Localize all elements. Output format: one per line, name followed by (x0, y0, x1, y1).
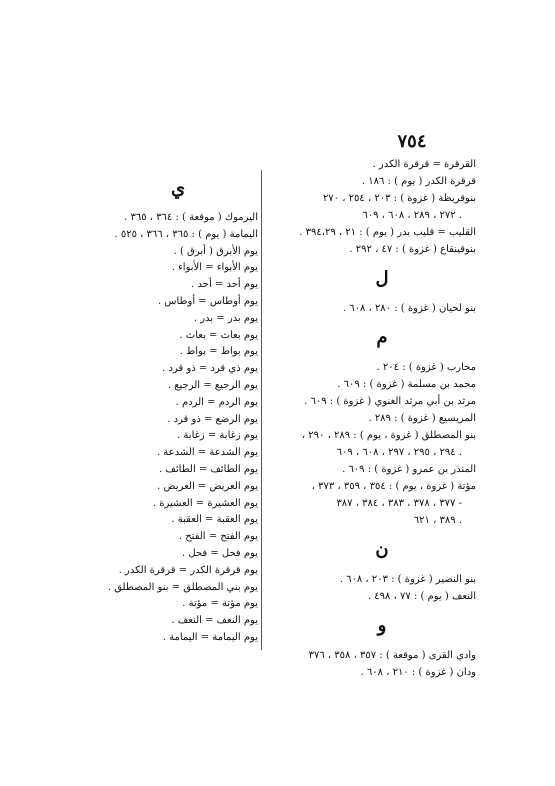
index-entry: بنوقينقاع ( غزوة ) : ٤٧ ، ٢٩٢ . (349, 244, 476, 255)
index-entry: يوم النعف = النعف . (171, 615, 258, 627)
index-entry: يوم بعاث = بعاث . (179, 329, 258, 341)
index-entry-continuation: ٢٧٢ ، ٢٨٩ ، ٦٠٨ ، ٦٠٩ . (362, 210, 462, 221)
index-entry: بنوقريظة ( غزوة ) : ٢٠٣ ، ٢٥٤ ، ٢٧٠ (322, 193, 476, 204)
index-entry-continuation: ٢٩٤ ، ٢٩٥ ، ٢٩٧ ، ٦٠٨ ، ٦٠٩ . (336, 447, 462, 458)
index-entry: يوم بواط = بواط . (179, 346, 258, 358)
index-entry: مؤتة ( غزوة ، يوم ) : ٣٥٤ ، ٣٥٩ ، ٣٧٣ ، (311, 481, 476, 492)
index-entry: يوم العريض = العريض . (157, 480, 258, 492)
index-entry: يوم الشدعة = الشدعة . (156, 447, 258, 459)
index-entry: يوم الفتح = الفتح . (178, 531, 258, 543)
index-entry: بنو لحيان ( غزوة ) : ٢٨٠ ، ٦٠٨ . (342, 303, 476, 314)
section-nun (288, 535, 476, 605)
index-entry: المنذر بن عمرو ( غزوة ) : ٦٠٩ . (342, 464, 476, 475)
index-entry: يوم العشيرة = العشيرة . (152, 497, 258, 509)
left-column (98, 168, 258, 647)
section-letter: ي (170, 178, 186, 199)
index-entry: يوم مؤتة = مؤتة . (182, 598, 258, 610)
index-entry: يوم الرجيع = الرجيع . (167, 379, 258, 391)
section-letter: ل (375, 268, 389, 289)
index-entry: محارب ( غزوة ) : ٢٠٤ . (376, 362, 476, 373)
index-entry: يوم قرقرة الكدر = قرقرة الكدر . (118, 564, 258, 576)
index-entry: يوم العقبة = العقبة . (171, 514, 258, 526)
index-entry: يوم اليمامة = اليمامة . (162, 631, 258, 643)
index-entry: اليرموك ( موقعة ) : ٣٦٤ ، ٣٦٥ . (124, 212, 258, 223)
index-entry: يوم بني المصطلق = بنو المصطلق . (107, 581, 258, 593)
index-entry: وادي القرى ( موقعة ) : ٣٥٧ ، ٣٥٨ ، ٣٧٦ (308, 650, 476, 661)
index-entry: يوم الردم = الردم . (175, 396, 258, 408)
section-lam (288, 264, 476, 317)
index-entry: بنو النضير ( غزوة ) : ٢٠٣ ، ٦٠٨ . (339, 574, 476, 585)
index-entry: محمد بن مسلمة ( غزوة ) : ٦٠٩ . (337, 379, 476, 390)
section-letter: و (377, 615, 387, 636)
index-entry: المريسيع ( غزوة ) : ٢٨٩ . (368, 413, 476, 424)
index-entry-continuation: ٣٨٩ ، ٦٢١ . (413, 515, 462, 526)
index-entry: القليب = قليب بدر ( يوم ) : ٢١ ، ٣٩٤،٢٩ . (299, 227, 476, 238)
index-entry: يوم ذي قرد = ذو قرد . (162, 363, 258, 375)
index-entry: يوم الأبواء = الأبواء . (171, 262, 258, 274)
index-entry: يوم الرضع = ذو قرد . (167, 413, 258, 425)
index-entry: بنو المصطلق ( غزوة ، يوم ) : ٢٨٩ ، ٢٩٠ ، (301, 430, 476, 441)
index-entry: يوم الطائف = الطائف . (159, 463, 258, 475)
section-qaf-continued (288, 156, 476, 258)
index-entry: يوم أحد = أحد . (191, 279, 258, 291)
index-entry: مرثد بن أبي مرثد الغنوي ( غزوة ) : ٦٠٩ . (304, 396, 476, 407)
index-entry: يوم بدر = بدر . (193, 312, 258, 324)
index-entry: قرقرة الكدر ( يوم ) : ١٨٦ . (361, 176, 476, 187)
index-entry: يوم زغابة = زغابة . (177, 430, 258, 442)
page-number: ٧٥٤ (397, 131, 427, 152)
index-entry: القرقرة = قرقرة الكدر . (372, 159, 476, 170)
section-letter: م (376, 327, 388, 348)
index-entry-continuation: ٣٧٧ ، ٣٧٨ ، ٣٨٣ ، ٣٨٤ ، ٣٨٧ - (336, 498, 462, 509)
column-divider (261, 170, 262, 650)
section-letter: ن (375, 539, 389, 560)
index-entry: ودان ( غزوة ) : ٢١٠ ، ٦٠٨ . (360, 667, 476, 678)
index-entry: النعف ( يوم ) : ٧٧ ، ٤٩٨ . (367, 591, 476, 602)
index-entry: يوم الأبرق ( أبرق ) . (173, 245, 258, 257)
index-entry: اليمامة ( يوم ) : ٣٦٥ ، ٣٦٦ ، ٥٢٥ . (114, 228, 258, 240)
index-entry: يوم فحل = فحل . (181, 547, 258, 559)
right-column (288, 156, 476, 681)
section-waw (288, 611, 476, 681)
index-entry: يوم أوطاس = أوطاس . (157, 295, 258, 307)
section-mim (288, 323, 476, 529)
